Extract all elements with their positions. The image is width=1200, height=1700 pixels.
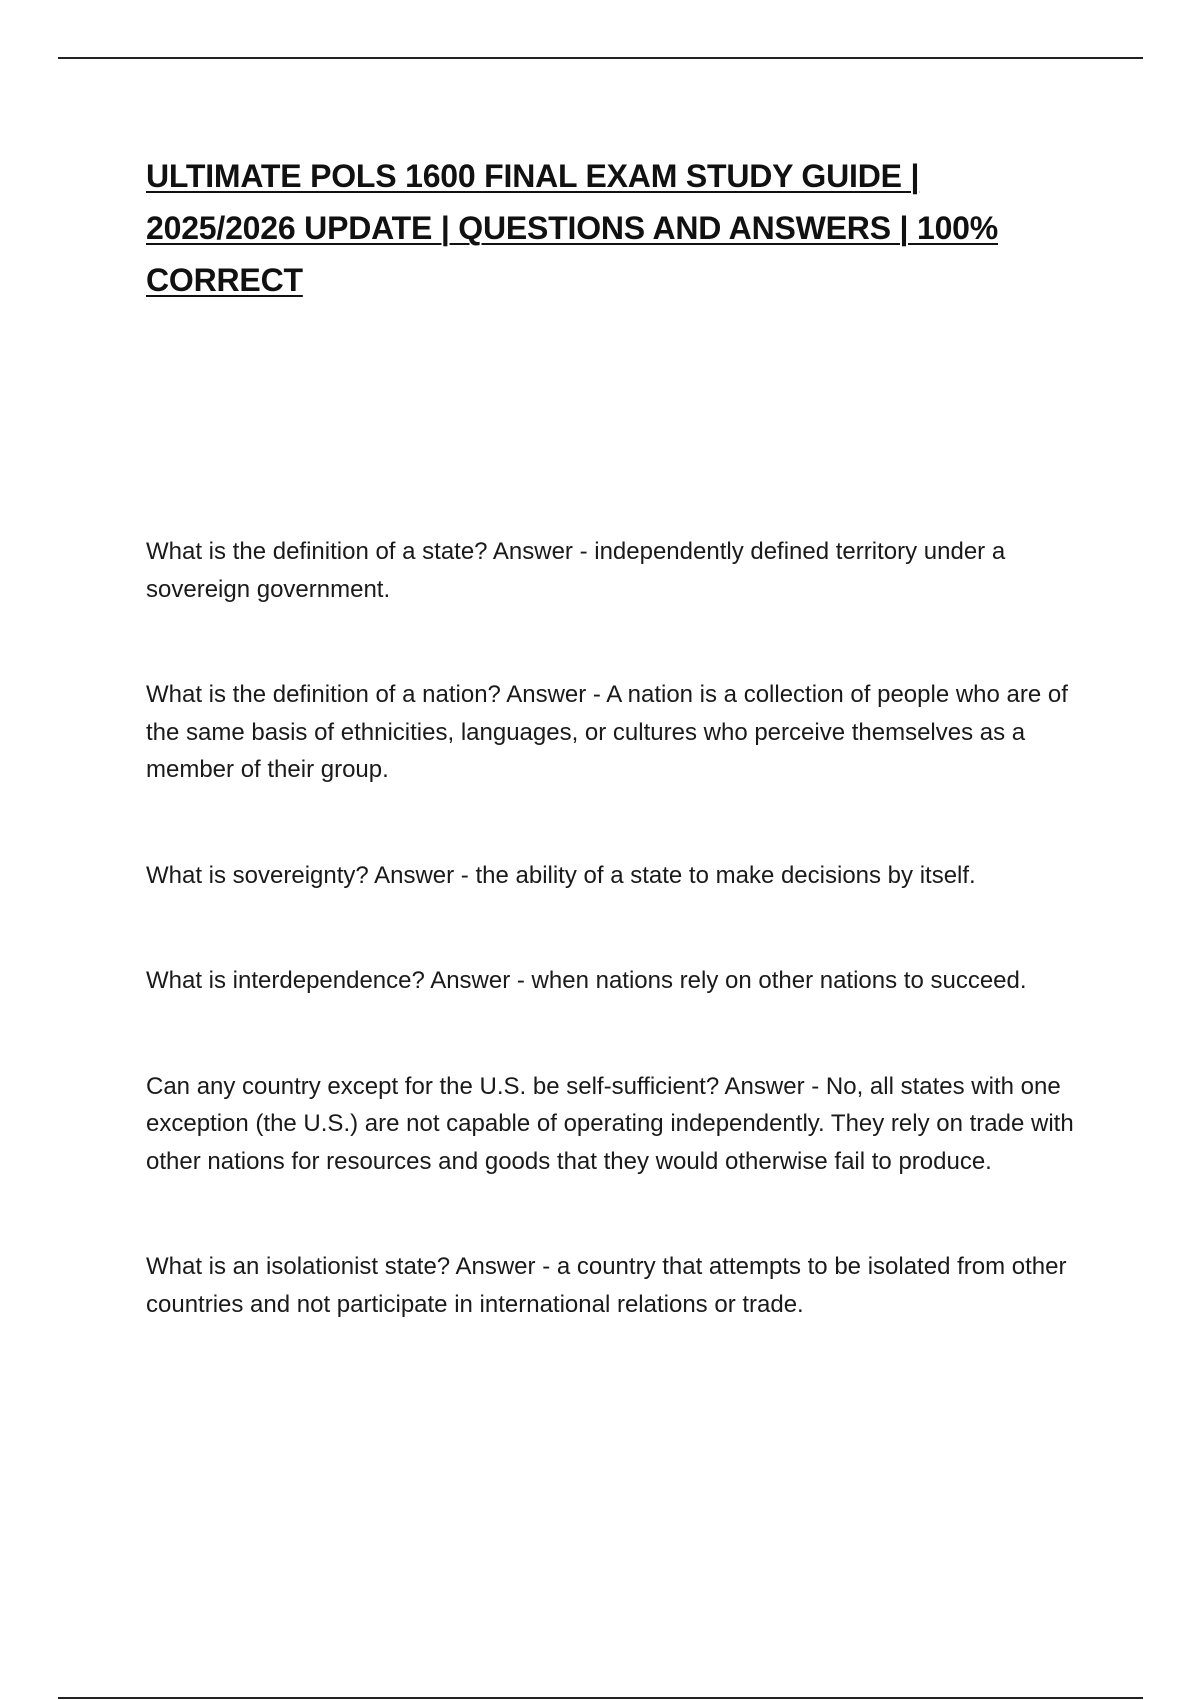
top-divider xyxy=(58,57,1143,59)
qa-item: What is sovereignty? Answer - the ability of a state to make decisions by itself. xyxy=(146,861,976,889)
qa-item: What is an isolationist state? Answer - a country that attempts to be isolated from other countries and not participate in international relations or trade. xyxy=(146,1253,1067,1318)
qa-item: What is the definition of a nation? Answer - A nation is a collection of people who are of the same basis of ethnicities, languages, or cultures who perceive themselves as a member of their group. xyxy=(146,681,1068,783)
qa-item: What is interdependence? Answer - when nations rely on other nations to succeed. xyxy=(146,967,1027,994)
document-header xyxy=(146,150,1076,306)
document-title: ULTIMATE POLS 1600 FINAL EXAM STUDY GUIDE | 2025/2026 UPDATE | QUESTIONS AND ANSWERS | 100% CORRECT xyxy=(146,158,999,298)
qa-item: What is the definition of a state? Answer - independently defined territory under a sovereign government. xyxy=(146,538,1006,603)
bottom-divider xyxy=(58,1697,1143,1699)
qa-item: Can any country except for the U.S. be self-sufficient? Answer - No, all states with one exception (the U.S.) are not capable of operating independently. They rely on trade with other nations for resources and goods that they would otherwise fail to produce. xyxy=(146,1072,1074,1175)
qa-list xyxy=(146,533,1076,1323)
